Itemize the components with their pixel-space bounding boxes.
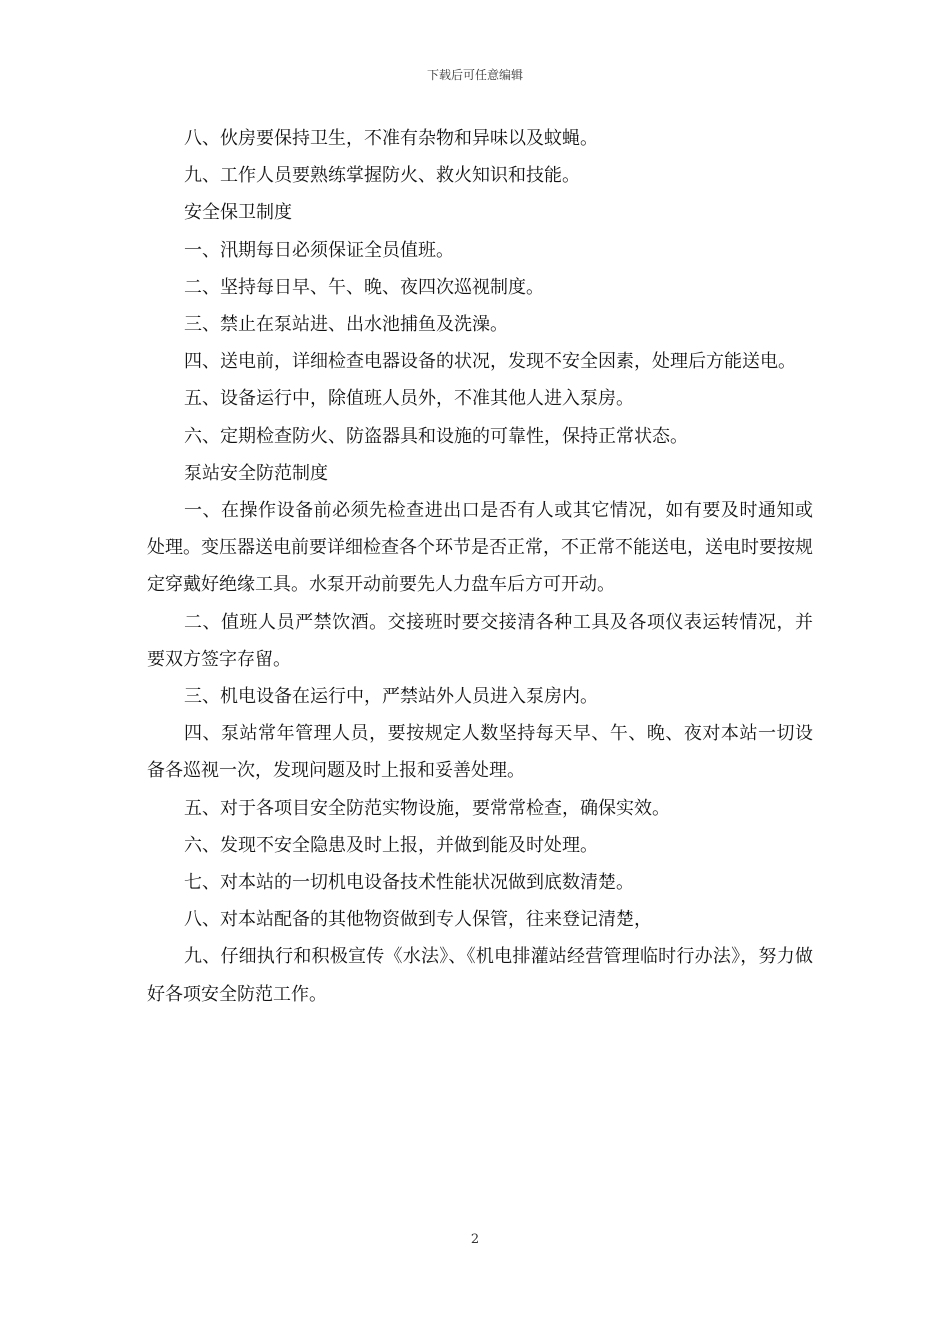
paragraph-7: 四、送电前，详细检查电器设备的状况，发现不安全因素，处理后方能送电。 bbox=[184, 351, 796, 373]
paragraph-8: 五、设备运行中，除值班人员外，不准其他人进入泵房。 bbox=[184, 388, 634, 410]
paragraph-1: 八、伙房要保持卫生，不准有杂物和异味以及蚊蝇。 bbox=[184, 128, 598, 149]
paragraph-13: 三、机电设备在运行中，严禁站外人员进入泵房内。 bbox=[184, 686, 598, 708]
section-heading-pump-station: 泵站安全防范制度 bbox=[184, 462, 328, 484]
paragraph-19: 九、仔细执行和积极宣传《水法》、《机电排灌站经营管理临时行办法》，努力做好各项安全防范工作。 bbox=[147, 946, 813, 1005]
paragraph-16: 六、发现不安全隐患及时上报，并做到能及时处理。 bbox=[184, 834, 598, 856]
paragraph-6: 三、禁止在泵站进、出水池捕鱼及洗澡。 bbox=[184, 314, 508, 336]
paragraph-18: 八、对本站配备的其他物资做到专人保管，往来登记清楚， bbox=[184, 909, 652, 931]
page-number: 2 bbox=[470, 1232, 480, 1247]
paragraph-15: 五、对于各项目安全防范实物设施，要常常检查，确保实效。 bbox=[184, 797, 670, 819]
paragraph-17: 七、对本站的一切机电设备技术性能状况做到底数清楚。 bbox=[184, 872, 634, 894]
document-body bbox=[147, 120, 813, 1013]
paragraph-14: 四、泵站常年管理人员，要按规定人数坚持每天早、午、晚、夜对本站一切设备各巡视一次，发现问题及时上报和妥善处理。 bbox=[147, 723, 813, 782]
paragraph-12: 二、值班人员严禁饮酒。交接班时要交接清各种工具及各项仪表运转情况，并要双方签字存留。 bbox=[147, 611, 813, 670]
paragraph-11: 一、在操作设备前必须先检查进出口是否有人或其它情况，如有要及时通知或处理。变压器送电前要详细检查各个环节是否正常，不正常不能送电，送电时要按规定穿戴好绝缘工具。水泵开动前要先人力盘车后方可开动。 bbox=[147, 500, 813, 596]
paragraph-4: 一、汛期每日必须保证全员值班。 bbox=[184, 239, 454, 261]
section-heading-security: 安全保卫制度 bbox=[184, 202, 292, 224]
paragraph-9: 六、定期检查防火、防盗器具和设施的可靠性，保持正常状态。 bbox=[184, 425, 688, 447]
paragraph-5: 二、坚持每日早、午、晚、夜四次巡视制度。 bbox=[184, 276, 544, 298]
paragraph-2: 九、工作人员要熟练掌握防火、救火知识和技能。 bbox=[184, 165, 580, 187]
header-note: 下载后可任意编辑 bbox=[426, 68, 523, 82]
